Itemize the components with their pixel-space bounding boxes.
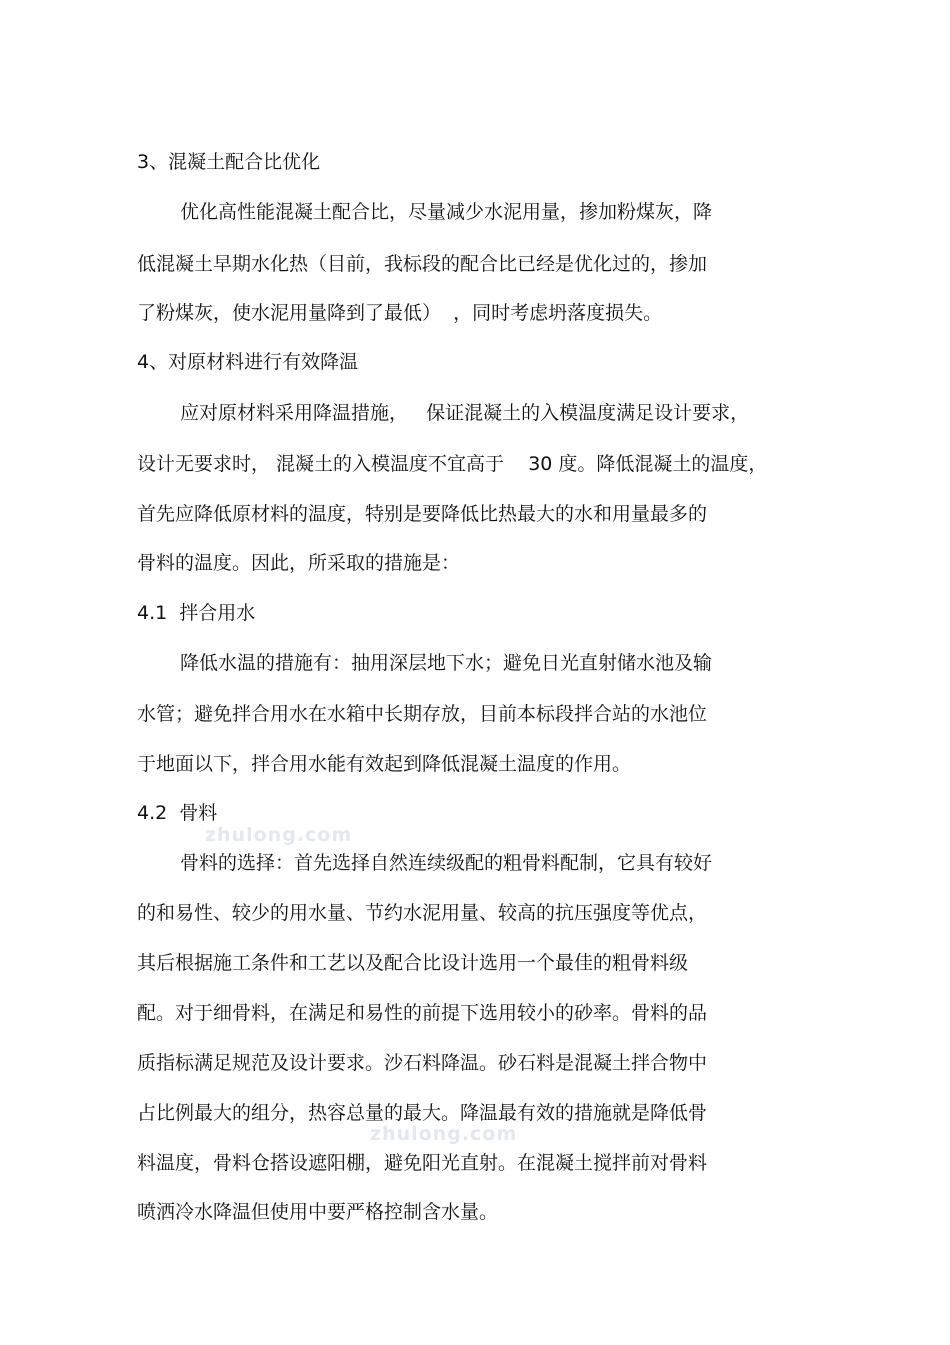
paragraph-line: 占比例最大的组分，热容总量的最大。降温最有效的措施就是降低骨 [137,1102,708,1124]
section-heading-4: 4、对原材料进行有效降温 [137,351,359,373]
paragraph-line: 的和易性、较少的用水量、节约水泥用量、较高的抗压强度等优点， [137,902,708,924]
paragraph-line: 水管；避免拌合用水在水箱中长期存放，目前本标段拌合站的水池位 [137,703,708,725]
watermark-text: zhulong.com [370,1123,518,1145]
paragraph-line: 骨料的温度。因此，所采取的措施是： [137,552,461,574]
paragraph-line: 首先应降低原材料的温度，特别是要降低比热最大的水和用量最多的 [137,503,708,525]
watermark-text: zhulong.com [205,824,353,846]
section-heading-3: 3、混凝土配合比优化 [137,151,321,173]
paragraph-line: 降低水温的措施有：抽用深层地下水；避免日光直射储水池及输 [180,652,713,674]
paragraph-line: 质指标满足规范及设计要求。沙石料降温。砂石料是混凝土拌合物中 [137,1052,708,1074]
subsection-heading-4-2: 4.2 骨料 [137,802,218,824]
paragraph-line: 应对原材料采用降温措施， 保证混凝土的入模温度满足设计要求， [180,402,750,424]
paragraph-line: 设计无要求时， 混凝土的入模温度不宜高于 30 度。降低混凝土的温度， [137,453,768,475]
paragraph-line: 料温度，骨料仓搭设遮阳棚，避免阳光直射。在混凝土搅拌前对骨料 [137,1152,708,1174]
paragraph-line: 其后根据施工条件和工艺以及配合比设计选用一个最佳的粗骨料级 [137,952,689,974]
paragraph-line: 喷洒冷水降温但使用中要严格控制含水量。 [137,1201,499,1223]
paragraph-line: 低混凝土早期水化热（目前，我标段的配合比已经是优化过的，掺加 [137,253,708,275]
subsection-heading-4-1: 4.1 拌合用水 [137,602,256,624]
paragraph-line: 于地面以下，拌合用水能有效起到降低混凝土温度的作用。 [137,753,632,775]
paragraph-line: 配。对于细骨料，在满足和易性的前提下选用较小的砂率。骨料的品 [137,1002,708,1024]
paragraph-line: 优化高性能混凝土配合比，尽量减少水泥用量，掺加粉煤灰，降 [180,201,713,223]
paragraph-line: 了粉煤灰，使水泥用量降到了最低） ，同时考虑坍落度损失。 [137,302,663,324]
paragraph-line: 骨料的选择：首先选择自然连续级配的粗骨料配制，它具有较好 [180,852,713,874]
